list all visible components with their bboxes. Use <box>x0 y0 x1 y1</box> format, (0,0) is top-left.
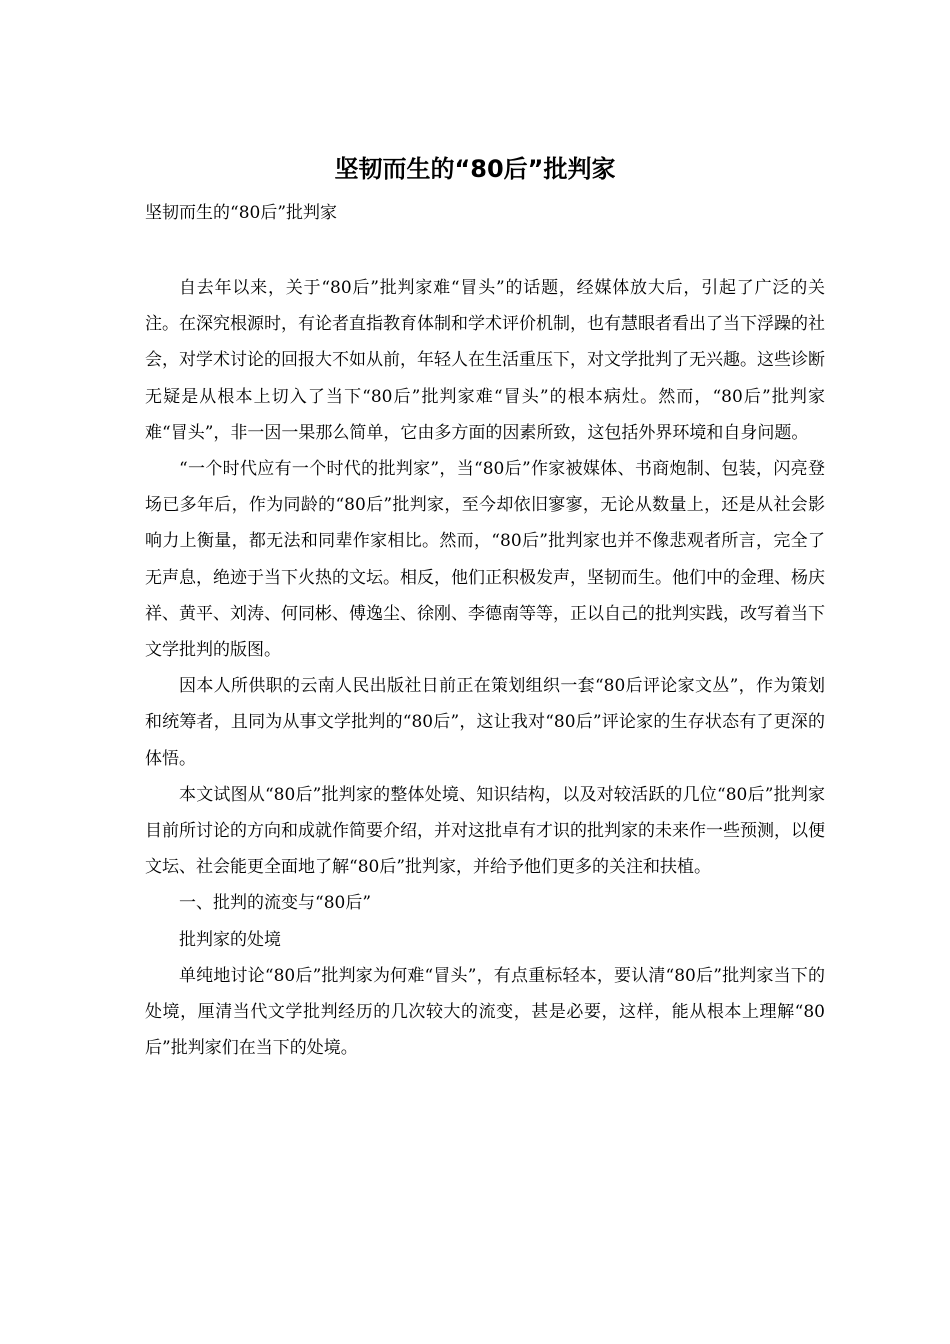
document-subtitle: 坚韧而生的“80后”批判家 <box>145 203 338 223</box>
section-heading: 一、批判的流变与“80后” <box>179 893 372 914</box>
paragraph-4: 本文试图从“80后”批判家的整体处境、知识结构，以及对较活跃的几位“80后”批判家目前所讨论的方向和成就作简要介绍，并对这批卓有才识的批判家的未来作一些预测，以便文坛、社会能更全面地了解“80后”批判家，并给予他们更多的关注和扶植。 <box>145 784 825 878</box>
paragraph-3: 因本人所供职的云南人民出版社日前正在策划组织一套“80后评论家文丛”，作为策划和统筹者，且同为从事文学批判的“80后”，这让我对“80后”评论家的生存状态有了更深的体悟。 <box>145 676 825 769</box>
document-title: 坚韧而生的“80后”批判家 <box>334 155 616 183</box>
paragraph-5: 单纯地讨论“80后”批判家为何难“冒头”，有点重标轻本，要认清“80后”批判家当下的处境，厘清当代文学批判经历的几次较大的流变，甚是必要，这样，能从根本上理解“80后”批判家们在当下的处境。 <box>145 965 825 1059</box>
paragraph-1: 自去年以来，关于“80后”批判家难“冒头”的话题，经媒体放大后，引起了广泛的关注。在深究根源时，有论者直指教育体制和学术评价机制，也有慧眼者看出了当下浮躁的社会，对学术讨论的回报大不如从前，年轻人在生活重压下，对文学批判了无兴趣。这些诊断无疑是从根本上切入了当下“80后”批判家难“冒头”的根本病灶。然而，“80后”批判家难“冒头”，非一因一果那么简单，它由多方面的因素所致，这包括外界环境和自身问题。 <box>145 278 825 443</box>
document-body <box>145 270 825 1066</box>
subsection-heading: 批判家的处境 <box>179 929 281 950</box>
paragraph-2: “一个时代应有一个时代的批判家”，当“80后”作家被媒体、书商炮制、包装，闪亮登场已多年后，作为同龄的“80后”批判家，至今却依旧寥寥，无论从数量上，还是从社会影响力上衡量，都无法和同辈作家相比。然而，“80后”批判家也并不像悲观者所言，完全了无声息，绝迹于当下火热的文坛。相反，他们正积极发声，坚韧而生。他们中的金理、杨庆祥、黄平、刘涛、何同彬、傅逸尘、徐刚、李德南等等，正以自己的批判实践，改写着当下文学批判的版图。 <box>145 459 825 661</box>
